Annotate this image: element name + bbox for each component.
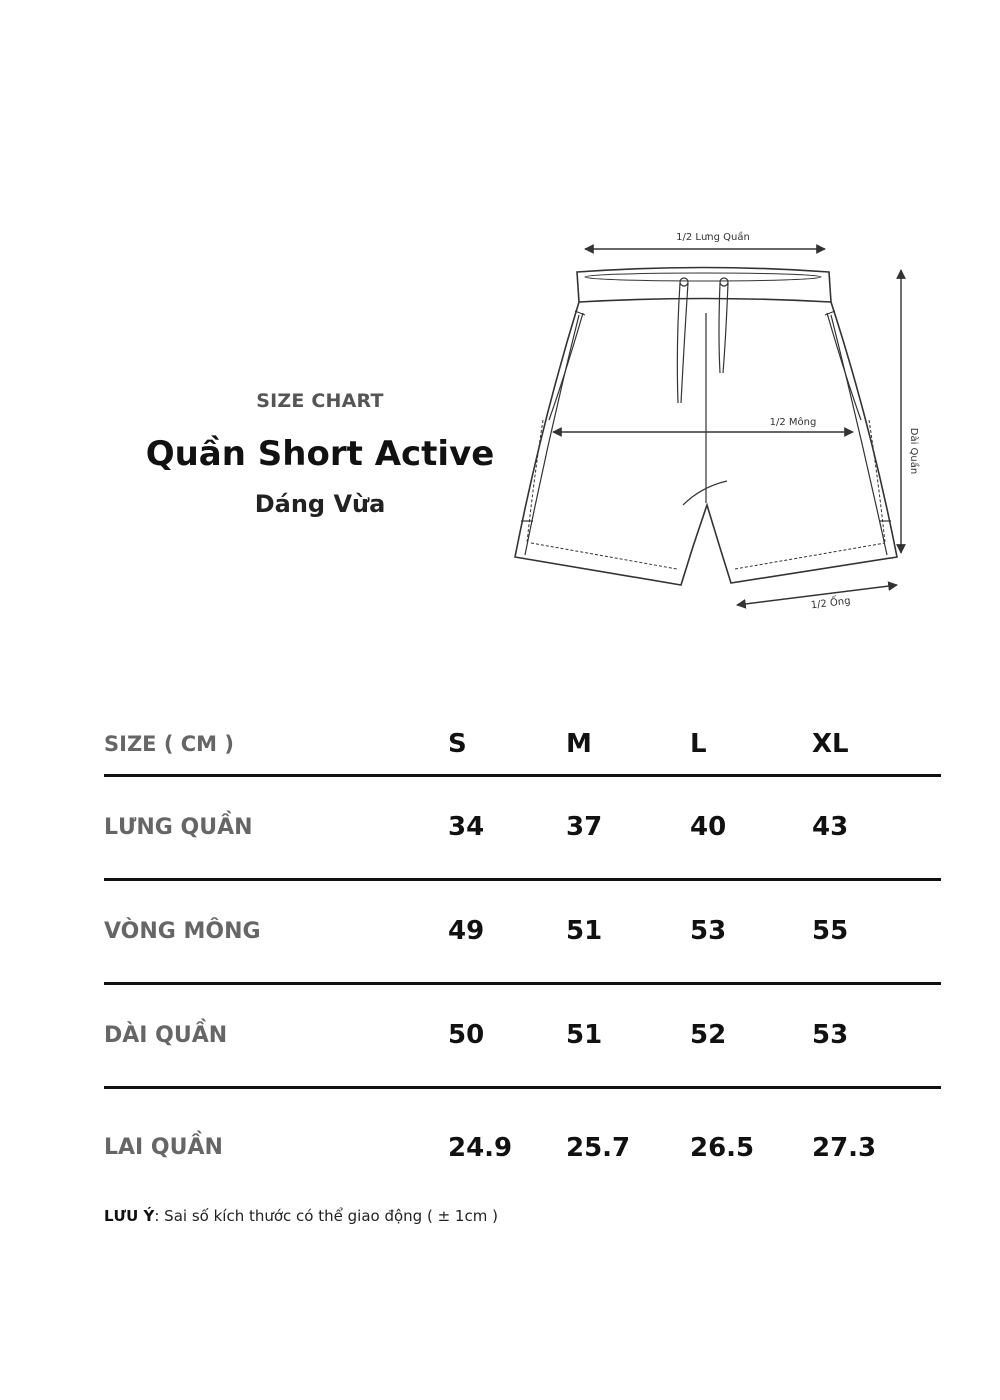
table-row <box>104 775 941 879</box>
table-header-row <box>104 715 941 775</box>
table-cell: 27.3 <box>812 1132 877 1163</box>
table-cell: 49 <box>448 879 566 983</box>
table-cell: 24.9 <box>448 1132 513 1163</box>
table-cell: 55 <box>812 879 941 983</box>
waist-label: 1/2 Lưng Quần <box>676 232 750 243</box>
fit-subtitle: Dáng Vừa <box>254 490 386 518</box>
shorts-measurement-diagram <box>505 225 925 620</box>
product-title: Quần Short Active <box>145 434 495 474</box>
row-label-waist: LƯNG QUẦN <box>104 775 448 879</box>
size-header-xl: XL <box>812 715 941 775</box>
row-label-leg-opening: LAI QUẦN <box>104 1135 223 1161</box>
table-cell: 50 <box>448 983 566 1087</box>
note-label: LƯU Ý <box>104 1207 155 1225</box>
size-table <box>104 715 941 1207</box>
table-cell: 37 <box>566 775 690 879</box>
table-cell: 34 <box>448 775 566 879</box>
length-label: Dài Quần <box>908 427 919 475</box>
shorts-outline <box>515 268 897 586</box>
table-cell: 52 <box>690 983 812 1087</box>
row-label-hip: VÒNG MÔNG <box>104 879 448 983</box>
size-chart-eyebrow: SIZE CHART <box>256 390 384 412</box>
size-header-m: M <box>566 715 690 775</box>
table-cell: 25.7 <box>566 1132 631 1163</box>
table-cell: 53 <box>690 879 812 983</box>
table-cell: 53 <box>812 983 941 1087</box>
hip-label: 1/2 Mông <box>769 417 817 428</box>
table-row <box>104 983 941 1087</box>
size-header-s: S <box>448 715 566 775</box>
tolerance-note <box>104 1207 498 1225</box>
size-unit-header: SIZE ( CM ) <box>104 715 448 775</box>
table-cell: 26.5 <box>690 1132 755 1163</box>
table-cell: 40 <box>690 775 812 879</box>
table-row <box>104 1087 941 1207</box>
size-header-l: L <box>690 715 812 775</box>
table-row <box>104 879 941 983</box>
note-text: : Sai số kích thước có thể giao động ( ± 1cm ) <box>154 1207 498 1225</box>
table-cell: 43 <box>812 775 941 879</box>
row-label-length: DÀI QUẦN <box>104 983 448 1087</box>
table-cell: 51 <box>566 879 690 983</box>
leg-opening-label: 1/2 Ống <box>810 595 852 612</box>
table-cell: 51 <box>566 983 690 1087</box>
